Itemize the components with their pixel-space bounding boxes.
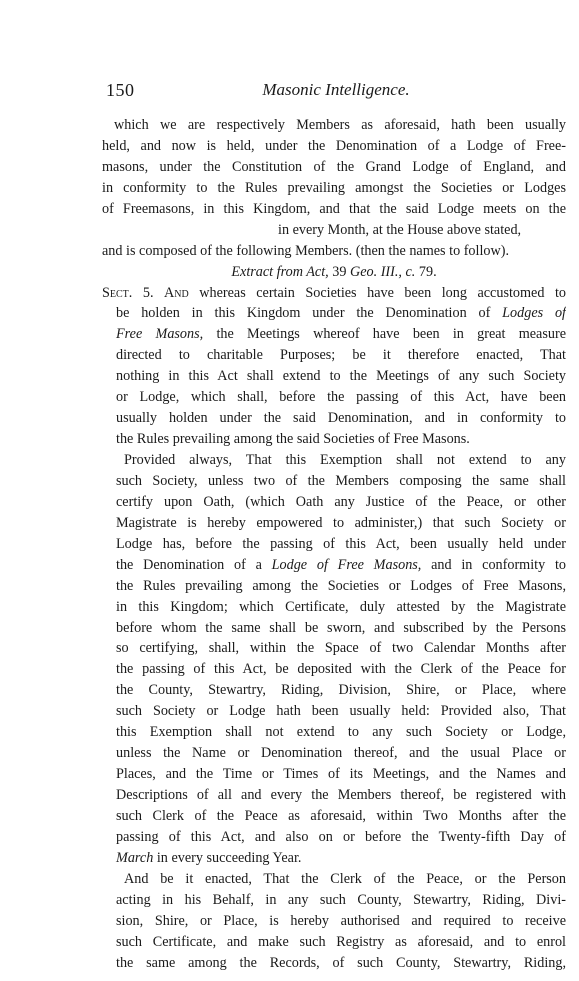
text-line: this Exemption shall not extend to any such Society or Lodge, — [116, 724, 566, 741]
text-line: Free Masons, the Meetings whereof have been in great measure — [116, 326, 566, 343]
text-line: Places, and the Time or Times of its Meetings, and the Names and — [116, 766, 566, 783]
text-line: March in every succeeding Year. — [116, 849, 302, 866]
text-line: Descriptions of all and every the Members thereof, be registered with — [116, 787, 566, 803]
text-line: usually holden under the said Denomination, and in conformity to — [116, 410, 566, 427]
text-line: Magistrate is hereby empowered to administer,) that such Society or — [116, 514, 566, 531]
text-line: the same among the Records, of such County, Stewartry, Riding, — [116, 954, 566, 971]
text-line: so certifying, shall, within the Space of two Calendar Months after — [116, 640, 566, 657]
text-line: before whom the same shall be sworn, and subscribed by the Persons — [116, 619, 566, 636]
text-line: the County, Stewartry, Riding, Division, Shire, or Place, where — [116, 682, 566, 699]
text-line: acting in his Behalf, in any such County, Stewartry, Riding, Divi- — [116, 891, 566, 908]
text-line: such Certificate, and make such Registry as aforesaid, and to enrol — [116, 933, 566, 950]
text-line: masons, under the Constitution of the Grand Lodge of England, and — [102, 158, 566, 175]
text-line: such Society or Lodge hath been usually held: Provided also, That — [116, 703, 566, 720]
text-line: Extract from Act, 39 Geo. III., c. 79. — [231, 263, 437, 280]
text-line: the Rules prevailing among the Societies or Lodges of Free Masons, — [116, 577, 566, 594]
text-line: sion, Shire, or Place, is hereby authorised and required to receive — [116, 912, 566, 929]
text-line: the Denomination of a Lodge of Free Masons, and in conformity to — [116, 556, 566, 573]
text-line: in this Kingdom; which Certificate, duly attested by the Magistrate — [116, 598, 566, 615]
text-line: held, and now is held, under the Denomination of a Lodge of Free- — [102, 137, 566, 154]
running-head: Masonic Intelligence. — [262, 80, 410, 99]
text-line: the Rules prevailing among the said Societies of Free Masons. — [116, 431, 470, 448]
text-line: Lodge has, before the passing of this Act, been usually held under — [116, 535, 566, 552]
text-line: Sect. 5. And whereas certain Societies have been long accustomed to — [102, 284, 566, 301]
text-line: and is composed of the following Members. (then the names to follow). — [102, 242, 510, 259]
text-line: be holden in this Kingdom under the Denomination of Lodges of — [116, 305, 566, 322]
text-line: passing of this Act, and also on or before the Twenty-fifth Day of — [116, 828, 566, 845]
text-line: And be it enacted, That the Clerk of the Peace, or the Person — [124, 870, 566, 887]
text-line: directed to charitable Purposes; be it therefore enacted, That — [116, 347, 566, 364]
text-line: or Lodge, which shall, before the passing of this Act, have been — [116, 389, 566, 406]
text-line: of Freemasons, in this Kingdom, and that the said Lodge meets on the — [102, 200, 566, 217]
text-line: Provided always, That this Exemption shall not extend to any — [124, 452, 566, 468]
page-header — [106, 80, 566, 104]
page-number: 150 — [106, 80, 135, 100]
text-line: such Society, unless two of the Members composing the same shall — [116, 472, 566, 489]
text-line: in conformity to the Rules prevailing amongst the Societies or Lodges — [102, 179, 566, 196]
text-line: certify upon Oath, (which Oath any Justice of the Peace, or other — [116, 493, 566, 510]
body-text — [102, 115, 566, 973]
text-line: unless the Name or Denomination thereof, and the usual Place or — [116, 745, 566, 762]
text-line: such Clerk of the Peace as aforesaid, within Two Months after the — [116, 807, 566, 824]
text-line: nothing in this Act shall extend to the Meetings of any such Society — [116, 368, 566, 385]
text-line: in every Month, at the House above stated, — [278, 221, 522, 238]
text-line: the passing of this Act, be deposited with the Clerk of the Peace for — [116, 661, 566, 678]
text-line: which we are respectively Members as aforesaid, hath been usually — [114, 117, 566, 133]
